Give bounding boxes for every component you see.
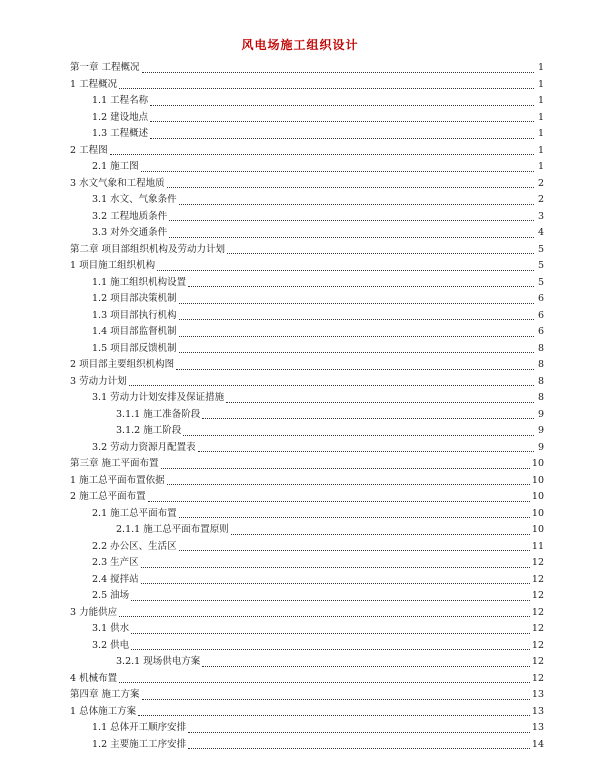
table-of-contents: [70, 60, 544, 753]
toc-entry[interactable]: [70, 605, 544, 622]
toc-page-number: 9: [537, 441, 544, 453]
toc-entry-title: 2.1 施工总平面布置: [92, 507, 177, 519]
toc-page-number: 1: [537, 144, 544, 156]
toc-dot-leader: [150, 121, 534, 122]
toc-entry[interactable]: [70, 687, 544, 704]
toc-entry[interactable]: [70, 506, 544, 523]
toc-entry[interactable]: [70, 159, 544, 176]
toc-entry-title: 2.1 施工图: [92, 161, 139, 172]
toc-entry[interactable]: [70, 143, 544, 160]
toc-dot-leader: [131, 600, 530, 601]
toc-dot-leader: [142, 699, 530, 700]
toc-page-number: 8: [537, 392, 544, 403]
toc-page-number: 12: [531, 672, 544, 684]
toc-page-number: 12: [531, 573, 544, 585]
toc-page-number: 13: [531, 705, 544, 717]
toc-page-number: 5: [537, 260, 544, 271]
toc-entry-title: 1.2 建设地点: [92, 111, 149, 123]
toc-dot-leader: [176, 369, 534, 370]
toc-entry-title: 2.2 办公区、生活区: [92, 540, 177, 552]
toc-entry[interactable]: [70, 720, 544, 737]
toc-dot-leader: [138, 715, 530, 716]
toc-entry-title: 1.4 项目部监督机制: [92, 326, 177, 337]
toc-entry[interactable]: [70, 341, 544, 358]
toc-page-number: 10: [531, 507, 544, 519]
toc-entry[interactable]: [70, 308, 544, 325]
toc-page-number: 5: [537, 276, 544, 288]
toc-page-number: 11: [531, 540, 544, 552]
toc-entry-title: 1.3 项目部执行机构: [92, 309, 177, 321]
toc-entry-title: 2.3 生产区: [92, 557, 139, 568]
toc-dot-leader: [179, 204, 534, 205]
toc-entry-title: 3.2.1 现场供电方案: [116, 656, 201, 667]
toc-entry[interactable]: [70, 621, 544, 638]
toc-page-number: 1: [537, 62, 544, 73]
toc-entry[interactable]: [70, 60, 544, 77]
toc-entry[interactable]: [70, 110, 544, 127]
toc-entry-title: 1.1 工程名称: [92, 95, 149, 106]
toc-page-number: 2: [537, 194, 544, 205]
toc-page-number: 3: [537, 210, 544, 222]
toc-entry[interactable]: [70, 654, 544, 671]
toc-entry[interactable]: [70, 539, 544, 556]
toc-dot-leader: [231, 534, 530, 535]
toc-dot-leader: [119, 616, 530, 617]
toc-entry-title: 3.1 供水: [92, 623, 130, 634]
toc-dot-leader: [226, 402, 534, 403]
toc-dot-leader: [110, 154, 534, 155]
toc-dot-leader: [188, 732, 530, 733]
toc-dot-leader: [188, 748, 530, 749]
toc-page-number: 8: [537, 359, 544, 370]
toc-page-number: 12: [531, 639, 544, 651]
toc-dot-leader: [141, 567, 530, 568]
toc-dot-leader: [167, 484, 530, 485]
toc-dot-leader: [179, 550, 530, 551]
toc-page-number: 10: [531, 524, 544, 535]
toc-page-number: 8: [537, 375, 544, 387]
toc-page-number: 12: [531, 623, 544, 634]
toc-page-number: 10: [531, 458, 544, 469]
toc-page-number: 12: [531, 606, 544, 618]
toc-entry[interactable]: [70, 440, 544, 457]
toc-entry-title: 第二章 项目部组织机构及劳动力计划: [70, 243, 226, 255]
toc-dot-leader: [179, 352, 534, 353]
toc-entry[interactable]: [70, 291, 544, 308]
toc-page-number: 6: [537, 293, 544, 304]
toc-entry-title: 3.1.1 施工准备阶段: [116, 408, 201, 420]
toc-entry[interactable]: [70, 489, 544, 506]
toc-entry[interactable]: [70, 258, 544, 275]
toc-entry-title: 3.1 水文、气象条件: [92, 194, 177, 205]
toc-entry[interactable]: [70, 588, 544, 605]
toc-entry-title: 3.3 对外交通条件: [92, 227, 168, 238]
toc-page-number: 10: [531, 474, 544, 486]
toc-entry[interactable]: [70, 638, 544, 655]
toc-dot-leader: [161, 468, 530, 469]
toc-entry[interactable]: [70, 209, 544, 226]
toc-page-number: 2: [537, 177, 544, 189]
toc-entry[interactable]: [70, 473, 544, 490]
toc-dot-leader: [142, 72, 534, 73]
toc-dot-leader: [129, 385, 534, 386]
toc-entry[interactable]: [70, 737, 544, 754]
toc-dot-leader: [179, 336, 534, 337]
toc-page-number: 13: [531, 722, 544, 733]
toc-entry-title: 1.2 项目部决策机制: [92, 293, 177, 304]
toc-entry-title: 1.3 工程概述: [92, 128, 149, 139]
toc-entry[interactable]: [70, 324, 544, 341]
toc-entry[interactable]: [70, 77, 544, 94]
toc-entry-title: 3.1 劳动力计划安排及保证措施: [92, 392, 225, 403]
toc-entry-title: 3.1.2 施工阶段: [116, 425, 182, 436]
toc-page-number: 1: [537, 78, 544, 90]
toc-page-number: 1: [537, 161, 544, 172]
toc-entry[interactable]: [70, 407, 544, 424]
toc-dot-leader: [169, 237, 534, 238]
toc-entry-title: 2.1.1 施工总平面布置原则: [116, 524, 229, 535]
toc-entry-title: 3 水文气象和工程地质: [70, 177, 165, 189]
toc-entry-title: 4 机械布置: [70, 672, 118, 684]
toc-entry[interactable]: [70, 704, 544, 721]
toc-entry-title: 2 项目部主要组织机构图: [70, 359, 175, 370]
toc-dot-leader: [119, 682, 530, 683]
toc-entry-title: 1.1 施工组织机构设置: [92, 276, 187, 288]
toc-dot-leader: [150, 105, 534, 106]
toc-dot-leader: [179, 517, 530, 518]
toc-entry[interactable]: [70, 93, 544, 110]
toc-dot-leader: [202, 418, 534, 419]
toc-dot-leader: [169, 220, 534, 221]
toc-entry-title: 3 劳动力计划: [70, 375, 127, 387]
toc-entry[interactable]: [70, 555, 544, 572]
toc-entry-title: 3.2 劳动力资源月配置表: [92, 441, 196, 453]
toc-dot-leader: [150, 138, 534, 139]
toc-entry-title: 1 工程概况: [70, 78, 118, 90]
toc-entry-title: 2 工程图: [70, 144, 108, 156]
toc-page-number: 6: [537, 326, 544, 337]
toc-page-number: 10: [531, 491, 544, 502]
toc-dot-leader: [141, 583, 530, 584]
toc-dot-leader: [227, 253, 534, 254]
toc-entry[interactable]: [70, 522, 544, 539]
toc-page-number: 1: [537, 95, 544, 106]
toc-dot-leader: [141, 171, 534, 172]
toc-page-number: 8: [537, 342, 544, 354]
toc-entry-title: 3.2 工程地质条件: [92, 210, 168, 222]
toc-entry[interactable]: [70, 242, 544, 259]
toc-dot-leader: [148, 501, 530, 502]
toc-page-number: 5: [537, 243, 544, 255]
toc-entry-title: 第一章 工程概况: [70, 62, 140, 73]
toc-entry-title: 1.1 总体开工顺序安排: [92, 722, 187, 733]
toc-entry[interactable]: [70, 390, 544, 407]
toc-entry-title: 2.5 油场: [92, 590, 130, 601]
toc-page-number: 13: [531, 689, 544, 700]
document-title: 风电场施工组织设计: [241, 38, 359, 52]
toc-entry-title: 第四章 施工方案: [70, 689, 140, 700]
toc-page-number: 9: [537, 408, 544, 420]
toc-entry-title: 1 总体施工方案: [70, 705, 137, 717]
toc-dot-leader: [183, 435, 534, 436]
toc-dot-leader: [131, 633, 530, 634]
toc-entry[interactable]: [70, 126, 544, 143]
toc-entry-title: 1.2 主要施工工序安排: [92, 738, 187, 750]
toc-page-number: 12: [531, 590, 544, 601]
toc-entry[interactable]: [70, 572, 544, 589]
toc-page-number: 4: [537, 227, 544, 238]
toc-dot-leader: [119, 88, 534, 89]
toc-entry[interactable]: [70, 225, 544, 242]
toc-page-number: 9: [537, 425, 544, 436]
toc-page-number: 6: [537, 309, 544, 321]
toc-dot-leader: [179, 303, 534, 304]
toc-dot-leader: [179, 319, 534, 320]
toc-entry-title: 3.2 供电: [92, 639, 130, 651]
toc-page-number: 1: [537, 128, 544, 139]
toc-entry[interactable]: [70, 423, 544, 440]
toc-dot-leader: [167, 187, 534, 188]
toc-entry-title: 2 施工总平面布置: [70, 491, 146, 502]
toc-entry[interactable]: [70, 671, 544, 688]
toc-dot-leader: [202, 666, 530, 667]
toc-entry[interactable]: [70, 357, 544, 374]
toc-entry-title: 2.4 搅拌站: [92, 573, 139, 585]
toc-entry-title: 1.5 项目部反馈机制: [92, 342, 177, 354]
toc-entry[interactable]: [70, 374, 544, 391]
toc-entry[interactable]: [70, 456, 544, 473]
toc-page-number: 14: [531, 738, 544, 750]
toc-entry-title: 第三章 施工平面布置: [70, 458, 159, 469]
toc-page-number: 12: [531, 656, 544, 667]
toc-page-number: 1: [537, 111, 544, 123]
toc-entry[interactable]: [70, 275, 544, 292]
toc-entry-title: 1 项目施工组织机构: [70, 260, 156, 271]
toc-dot-leader: [131, 649, 530, 650]
toc-entry[interactable]: [70, 176, 544, 193]
toc-entry-title: 3 力能供应: [70, 606, 118, 618]
toc-entry[interactable]: [70, 192, 544, 209]
toc-dot-leader: [198, 451, 534, 452]
toc-entry-title: 1 施工总平面布置依据: [70, 474, 165, 486]
toc-page-number: 12: [531, 557, 544, 568]
toc-dot-leader: [188, 286, 534, 287]
toc-dot-leader: [157, 270, 534, 271]
